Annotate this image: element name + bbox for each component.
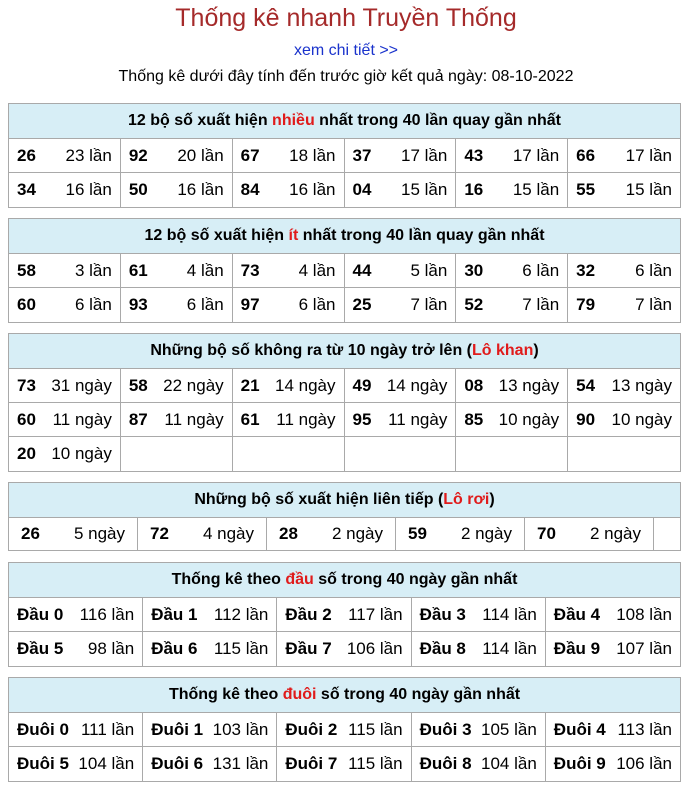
stat-value: 115 lần [348,754,403,773]
section-most-frequent [8,103,681,208]
stat-value: 106 lần [616,754,672,773]
stat-value: 6 lần [522,260,560,280]
stat-cell [345,403,457,437]
stat-value: 4 lần [186,260,224,280]
stat-value: 108 lần [616,604,672,624]
stat-key: Đuôi 9 [553,754,606,773]
stat-cell [138,518,267,550]
stat-key: 25 [352,295,372,314]
stat-cell [143,632,277,666]
header-text: số trong 40 ngày gần nhất [316,686,521,703]
stat-key: 61 [128,260,148,280]
stat-key: Đầu 0 [17,604,64,624]
stat-key: 92 [128,145,148,165]
stat-value: 5 ngày [73,524,125,543]
page-title: Thống kê nhanh Truyền Thống [175,4,517,32]
stat-cell [568,403,680,437]
stat-key: 72 [150,524,169,543]
stat-cell [345,369,457,403]
stat-key: Đầu 9 [553,639,601,658]
section-header [9,678,680,713]
stat-value: 114 lần [482,639,537,658]
header-text: Thống kê theo [168,686,283,703]
stat-value: 16 lần [289,180,336,199]
stat-value: 5 lần [410,260,448,280]
stat-value: 4 lần [298,260,336,280]
stat-cell [9,173,121,207]
stat-key: 97 [240,295,260,314]
stat-value: 116 lần [79,604,135,624]
stat-cell [233,254,345,288]
stat-key: Đuôi 4 [553,719,606,739]
section-lo-roi [8,482,681,551]
header-text: Những bộ số không ra từ 10 ngày trở lên ( [150,342,472,359]
stat-key: 95 [352,409,372,429]
view-detail-link[interactable]: xem chi tiết >> [293,42,399,59]
stat-cell [456,288,568,322]
stat-cell [143,598,277,632]
stat-key: 84 [240,180,260,199]
stat-key: 55 [576,180,596,199]
header-text: ) [489,491,495,508]
stat-cell [277,632,411,666]
stat-cell [233,403,345,437]
stat-cell [568,369,680,403]
stat-cell [143,713,277,747]
stat-cell [546,747,680,781]
stat-key: 49 [352,375,372,395]
section-lo-khan [8,333,681,472]
stat-value: 17 lần [625,145,672,165]
header-text: số trong 40 ngày gần nhất [313,571,518,588]
stat-cell [9,139,121,173]
stat-key: Đầu 2 [285,604,332,624]
stat-key: 61 [240,409,260,429]
stat-value: 7 lần [522,295,560,314]
stat-cell [568,437,680,471]
stat-cell [233,288,345,322]
stat-value: 131 lần [212,754,269,773]
stat-cell [345,173,457,207]
stats-row [9,518,680,550]
header-highlight: Lô khan [472,342,534,359]
stat-value: 23 lần [65,145,112,165]
stat-key: Đuôi 0 [17,719,69,739]
stat-key: 26 [17,145,36,165]
stat-key: 73 [240,260,260,280]
stat-key: 50 [128,180,148,199]
stat-key: 43 [464,145,484,165]
header-highlight: Lô rơi [443,491,490,508]
section-header [9,563,680,598]
stat-cell [121,437,233,471]
stat-value: 115 lần [213,639,269,658]
stat-key: 93 [128,295,148,314]
section-header [9,219,680,254]
stat-cell [568,254,680,288]
stat-value: 17 lần [512,145,560,165]
stat-value: 114 lần [482,604,537,624]
section-dau [8,562,681,667]
stat-value: 2 ngày [331,524,383,543]
stat-value: 14 ngày [386,375,448,395]
stat-value: 7 lần [410,295,448,314]
stat-value: 16 lần [65,180,112,199]
stat-key: 66 [576,145,596,165]
stat-value: 10 ngày [611,409,672,429]
stat-key: 67 [240,145,260,165]
stat-cell [121,139,233,173]
stat-value: 104 lần [481,754,537,773]
stat-value: 117 lần [348,604,403,624]
stat-value: 98 lần [87,639,135,658]
stat-key: 44 [352,260,372,280]
stat-cell [345,437,457,471]
header-highlight: đuôi [282,686,317,703]
header-text: nhất trong 40 lần quay gần nhất [314,112,561,129]
stat-value: 15 lần [512,180,560,199]
stat-value: 104 lần [78,754,135,773]
stat-cell [525,518,654,550]
stats-grid [9,369,680,471]
stat-cell [345,254,457,288]
stat-value: 20 lần [177,145,224,165]
stat-key: 59 [408,524,427,543]
section-least-frequent [8,218,681,323]
stat-value: 15 lần [625,180,672,199]
section-header [9,104,680,139]
header-text: Những bộ số xuất hiện liên tiếp ( [194,491,444,508]
stat-cell [546,713,680,747]
stat-value: 7 lần [635,295,672,314]
stat-key: 87 [128,409,148,429]
stat-value: 105 lần [481,719,537,739]
stat-key: 08 [464,375,484,395]
stat-value: 112 lần [213,604,269,624]
stat-cell [233,437,345,471]
stat-cell [233,173,345,207]
stat-cell [121,254,233,288]
stat-cell [345,288,457,322]
stat-cell [9,437,121,471]
stat-cell [9,288,121,322]
stat-cell [546,598,680,632]
stat-key: 21 [240,375,260,395]
stat-key: Đầu 1 [151,604,198,624]
stat-cell [233,369,345,403]
header-text: 12 bộ số xuất hiện [128,112,273,129]
header-text: Thống kê theo [171,571,286,588]
stat-cell [412,632,546,666]
stat-value: 6 lần [298,295,336,314]
stat-cell [568,288,680,322]
stat-value: 17 lần [401,145,448,165]
stat-cell [9,598,143,632]
stat-value: 10 ngày [498,409,560,429]
stat-key: Đuôi 7 [285,754,338,773]
stat-value: 111 lần [80,719,135,739]
stat-key: 70 [537,524,556,543]
stat-key: Đầu 5 [17,639,64,658]
stat-key: 16 [464,180,484,199]
stat-value: 11 ngày [164,409,224,429]
stat-value: 107 lần [616,639,672,658]
stat-cell [121,369,233,403]
stat-key: 32 [576,260,596,280]
stat-cell [456,254,568,288]
stat-cell [9,369,121,403]
stat-key: 85 [464,409,484,429]
stats-grid [9,598,680,666]
stat-key: 30 [464,260,484,280]
header-highlight: đầu [285,571,314,588]
stat-cell [345,139,457,173]
stat-key: 34 [17,180,36,199]
stat-cell [456,173,568,207]
header-text: 12 bộ số xuất hiện [144,227,289,244]
section-duoi [8,677,681,782]
stat-value: 13 ngày [611,375,672,395]
stat-key: 26 [21,524,40,543]
stat-cell [456,437,568,471]
stat-key: 52 [464,295,484,314]
stat-value: 6 lần [635,260,672,280]
stat-key: 79 [576,295,596,314]
stat-value: 2 ngày [460,524,512,543]
header-highlight: ít [288,227,299,244]
stat-value: 10 ngày [51,444,112,463]
stat-key: 37 [352,145,372,165]
stat-value: 115 lần [348,719,403,739]
stat-cell [396,518,525,550]
stat-value: 11 ngày [388,409,448,429]
stat-cell [121,173,233,207]
stat-cell [9,747,143,781]
stat-key: Đuôi 1 [151,719,204,739]
stat-key: Đuôi 5 [17,754,69,773]
stat-key: 28 [279,524,298,543]
stat-cell [233,139,345,173]
stat-cell [412,747,546,781]
stat-value: 11 ngày [276,409,336,429]
stat-cell [412,713,546,747]
stat-value: 22 ngày [163,375,224,395]
stat-value: 113 lần [617,719,672,739]
stat-cell [9,632,143,666]
stat-key: Đuôi 6 [151,754,204,773]
stat-key: 73 [17,375,36,395]
stat-cell [277,598,411,632]
stat-key: 20 [17,444,36,463]
stat-key: 58 [128,375,148,395]
stat-key: Đuôi 8 [419,754,472,773]
stat-value: 13 ngày [498,375,560,395]
header-text: ) [533,342,539,359]
stat-cell [9,518,138,550]
stat-cell [267,518,396,550]
stat-value: 6 lần [74,295,112,314]
stat-cell [546,632,680,666]
stat-key: Đuôi 2 [285,719,338,739]
stat-key: 04 [352,180,372,199]
stat-cell [568,173,680,207]
stat-key: Đầu 3 [419,604,466,624]
stat-cell [456,403,568,437]
stat-cell [568,139,680,173]
stat-key: 58 [17,260,36,280]
stat-key: 54 [576,375,596,395]
stat-key: Đuôi 3 [419,719,472,739]
stat-cell [456,139,568,173]
stat-value: 15 lần [401,180,448,199]
stat-value: 18 lần [289,145,336,165]
stat-value: 6 lần [186,295,224,314]
stats-grid [9,254,680,322]
stat-key: 60 [17,409,36,429]
stat-cell [143,747,277,781]
stats-grid [9,713,680,781]
stat-value: 14 ngày [275,375,336,395]
stat-value: 2 ngày [589,524,641,543]
page-subtitle: Thống kê dưới đây tính đến trước giờ kết quả ngày: 08-10-2022 [118,68,574,85]
section-header [9,334,680,369]
stats-grid [9,139,680,207]
stat-cell [412,598,546,632]
stat-cell [277,713,411,747]
stat-value: 4 ngày [202,524,254,543]
section-header [9,483,680,518]
header-highlight: nhiều [272,112,315,129]
stat-value: 106 lần [346,639,403,658]
stat-cell [456,369,568,403]
stat-cell [9,403,121,437]
stat-key: Đầu 7 [285,639,332,658]
stat-value: 31 ngày [51,375,112,395]
stat-cell [277,747,411,781]
stat-value: 3 lần [74,260,112,280]
stat-key: Đầu 8 [419,639,466,658]
stat-value: 16 lần [177,180,224,199]
stat-cell [121,403,233,437]
header-text: nhất trong 40 lần quay gần nhất [298,227,545,244]
stat-key: Đầu 4 [553,604,601,624]
stat-cell [9,254,121,288]
stat-cell [121,288,233,322]
stat-value: 103 lần [212,719,269,739]
stat-key: Đầu 6 [151,639,198,658]
stat-key: 60 [17,295,36,314]
stat-value: 11 ngày [52,409,112,429]
stat-cell [9,713,143,747]
stat-key: 90 [576,409,596,429]
